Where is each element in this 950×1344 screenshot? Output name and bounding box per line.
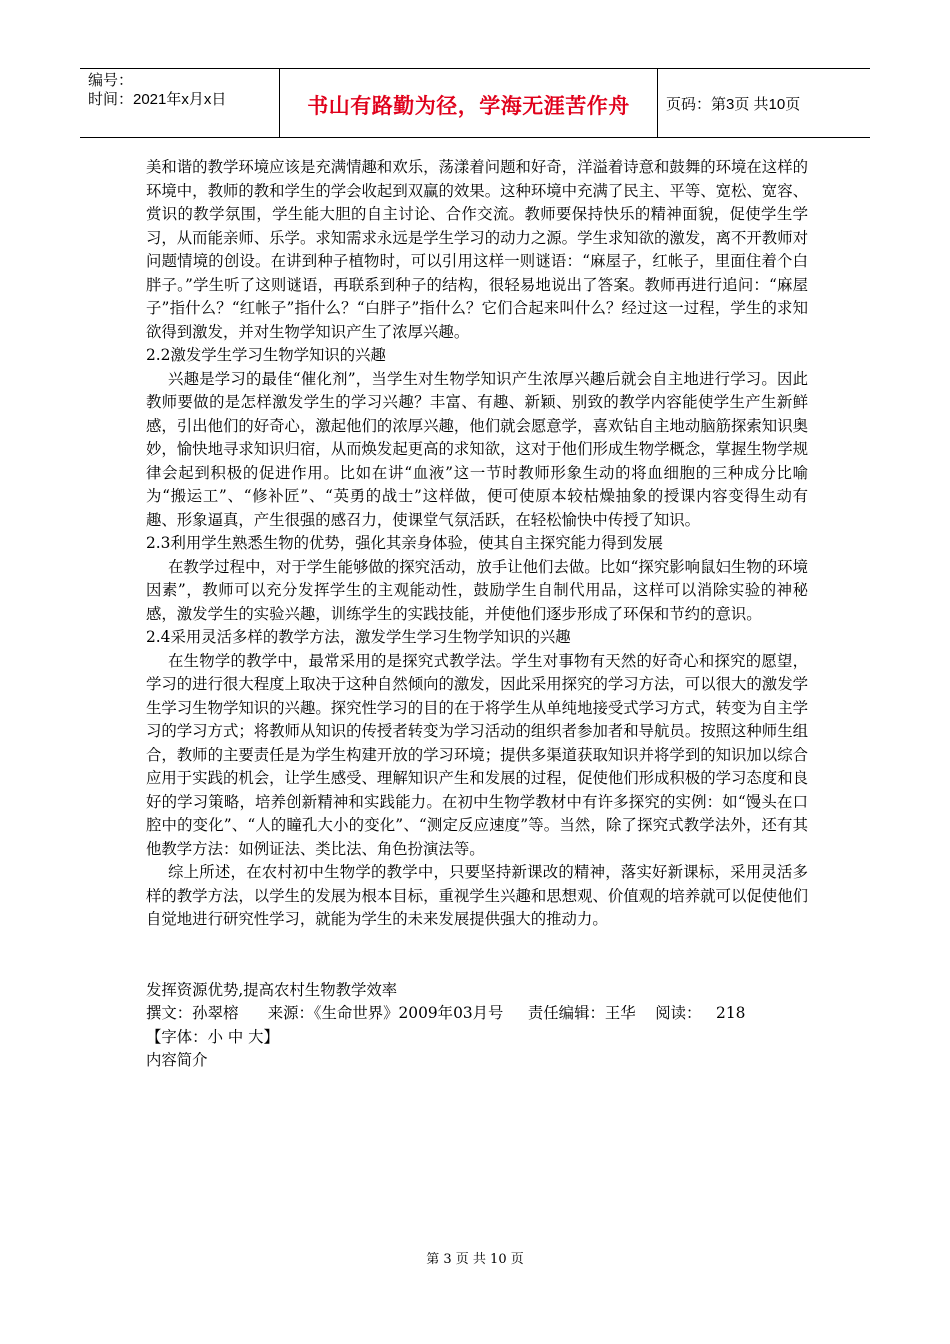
header-page-number: 页码：第3页 共10页 bbox=[666, 95, 801, 113]
paragraph-2-2: 兴趣是学习的最佳“催化剂”，当学生对生物学知识产生浓厚兴趣后就会自主地进行学习。因此教师要做的是怎样激发学生的学习兴趣？丰富、有趣、新颖、别致的教学内容能使学生产生新鲜感，引出他们的好奇心，激起他们的浓厚兴趣，他们就会愿意学，喜欢钻自主地动脑筋探索知识奥妙，愉快地寻求知识归宿，从而焕发起更高的求知欲，这对于他们形成生物学概念，掌握生物学规律会起到积极的促进作用。比如在讲“血液”这一节时教师形象生动的将血细胞的三种成分比喻为“搬运工”、“修补匠”、“英勇的战士”这样做，便可使原本较枯燥抽象的授课内容变得生动有趣、形象逼真，产生很强的感召力，使课堂气氛活跃，在轻松愉快中传授了知识。 bbox=[146, 369, 808, 529]
header-left-cell bbox=[80, 69, 280, 137]
article-byline: 撰文：孙翠榕 来源：《生命世界》2009年03月号 责任编辑：王华 阅读： 218 bbox=[146, 1004, 746, 1022]
paragraph-summary: 综上所述，在农村初中生物学的教学中，只要坚持新课改的精神，落实好新课标，采用灵活多样的教学方法，以学生的发展为根本目标，重视学生兴趣和思想观、价值观的培养就可以促使他们自觉地进行研究性学习，就能为学生的未来发展提供强大的推动力。 bbox=[146, 863, 808, 928]
paragraph-environment: 美和谐的教学环境应该是充满情趣和欢乐，荡漾着问题和好奇，洋溢着诗意和鼓舞的环境在这样的环境中，教师的教和学生的学会收起到双赢的效果。这种环境中充满了民主、平等、宽松、宽容、赏识的教学氛围，学生能大胆的自主讨论、合作交流。教师要保持快乐的精神面貌，促使学生学习，从而能亲师、乐学。求知需求永远是学生学习的动力之源。学生求知欲的激发，离不开教师对问题情境的创设。在讲到种子植物时，可以引用这样一则谜语：“麻屋子，红帐子，里面住着个白胖子。”学生听了这则谜语，再联系到种子的结构，很轻易地说出了答案。教师再进行追问：“麻屋子”指什么？“红帐子”指什么？“白胖子”指什么？它们合起来叫什么？经过这一过程，学生的求知欲得到激发，并对生物学知识产生了浓厚兴趣。 bbox=[146, 158, 808, 341]
document-body bbox=[146, 156, 808, 1073]
section-heading-2-4: 2.4采用灵活多样的教学方法，激发学生学习生物学知识的兴趣 bbox=[146, 628, 571, 646]
intro-label: 内容简介 bbox=[146, 1051, 208, 1069]
header-page-cell bbox=[658, 69, 870, 137]
font-size-selector[interactable]: 【字体：小 中 大】 bbox=[146, 1027, 279, 1046]
document-number-label: 编号： bbox=[88, 72, 134, 89]
section-heading-2-2: 2.2激发学生学习生物学知识的兴趣 bbox=[146, 346, 386, 364]
paragraph-2-4: 在生物学的教学中，最常采用的是探究式教学法。学生对事物有天然的好奇心和探究的愿望，学习的进行很大程度上取决于这种自然倾向的激发，因此采用探究的学习方法，可以很大的激发学生学习生物学知识的兴趣。探究性学习的目的在于将学生从单纯地接受式学习方式，转变为自主学习的学习方式；将教师从知识的传授者转变为学习活动的组织者参加者和导航员。按照这种师生组合，教师的主要责任是为学生构建开放的学习环境；提供多渠道获取知识并将学到的知识加以综合应用于实践的机会，让学生感受、理解知识产生和发展的过程，促使他们形成积极的学习态度和良好的学习策略，培养创新精神和实践能力。在初中生物学教材中有许多探究的实例：如“馒头在口腔中的变化”、“人的瞳孔大小的变化”、“测定反应速度”等。当然，除了探究式教学法外，还有其他教学方法：如例证法、类比法、角色扮演法等。 bbox=[146, 651, 808, 858]
spacer bbox=[146, 932, 808, 979]
page-header bbox=[80, 68, 870, 138]
header-motto-cell bbox=[280, 69, 658, 137]
article-title: 发挥资源优势,提高农村生物教学效率 bbox=[146, 980, 398, 999]
section-heading-2-3: 2.3利用学生熟悉生物的优势，强化其亲身体验，使其自主探究能力得到发展 bbox=[146, 534, 663, 552]
header-motto: 书山有路勤为径，学海无涯苦作舟 bbox=[307, 94, 630, 118]
paragraph-2-3: 在教学过程中，对于学生能够做的探究活动，放手让他们去做。比如“探究影响鼠妇生物的环境因素”，教师可以充分发挥学生的主观能动性，鼓励学生自制代用品，这样可以消除实验的神秘感，激发学生的实验兴趣，训练学生的实践技能，并使他们逐步形成了环保和节约的意识。 bbox=[146, 557, 808, 623]
page-footer: 第 3 页 共 10 页 bbox=[426, 1252, 524, 1267]
document-date-label: 时间：2021年x月x日 bbox=[88, 91, 227, 108]
